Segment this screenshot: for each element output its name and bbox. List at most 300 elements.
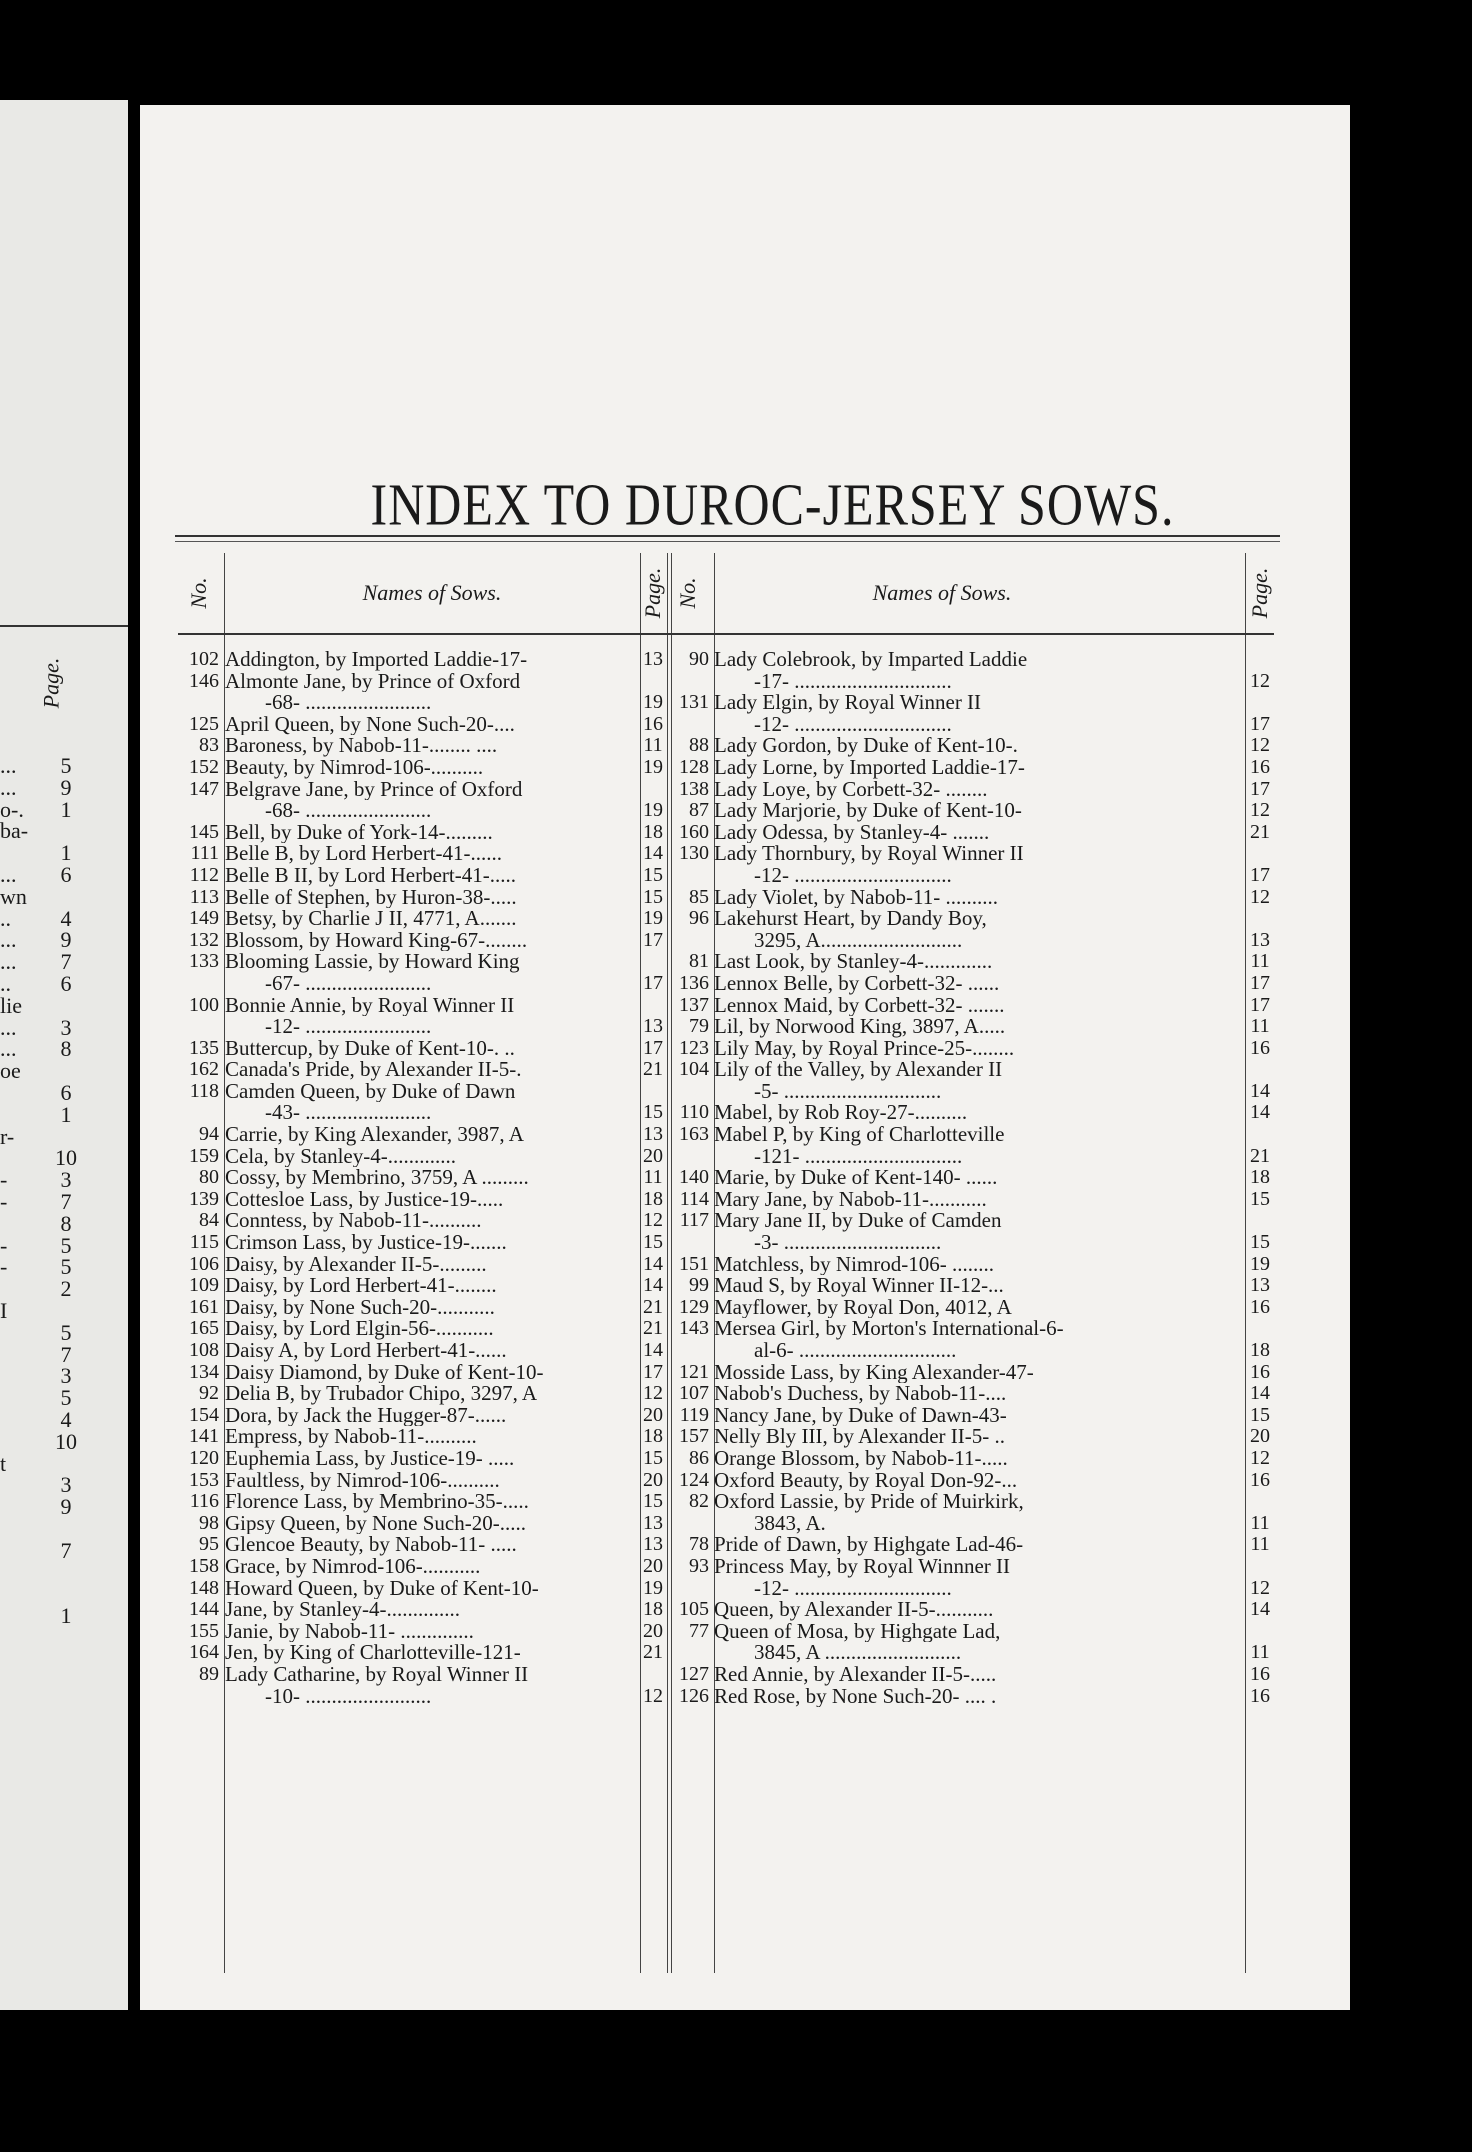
entry-number: 78 bbox=[689, 1533, 709, 1556]
entry-name: Mabel, by Rob Roy-27-.......... bbox=[714, 1102, 968, 1125]
entry-number: 110 bbox=[679, 1101, 709, 1124]
entry-number: 128 bbox=[679, 755, 709, 778]
index-entry bbox=[178, 1362, 708, 1384]
adjacent-page-row bbox=[0, 755, 128, 777]
entry-name: 3845, A .......................... bbox=[754, 1642, 962, 1664]
entry-name: 3843, A. bbox=[754, 1512, 826, 1535]
adjacent-page-number: 3 bbox=[60, 1363, 72, 1389]
entry-page: 13 bbox=[643, 1015, 663, 1038]
index-column-left bbox=[178, 553, 708, 1707]
index-entry bbox=[668, 1254, 1274, 1276]
entry-number: 94 bbox=[199, 1123, 219, 1146]
adjacent-text-fragment: oe bbox=[0, 1060, 21, 1082]
entry-number: 115 bbox=[189, 1231, 219, 1254]
index-entry bbox=[178, 1189, 708, 1211]
entry-name: Jen, by King of Charlotteville-121- bbox=[225, 1642, 521, 1664]
entry-number: 159 bbox=[189, 1144, 219, 1167]
entry-number: 117 bbox=[679, 1209, 709, 1232]
entry-name: Betsy, by Charlie J II, 4771, A....... bbox=[225, 908, 517, 930]
entry-name: Cela, by Stanley-4-............. bbox=[225, 1145, 456, 1168]
index-entry bbox=[178, 1664, 708, 1686]
entry-name: April Queen, by None Such-20-.... bbox=[225, 713, 515, 736]
index-entry bbox=[178, 1405, 708, 1427]
adjacent-page-rows bbox=[0, 755, 128, 1627]
adjacent-text-fragment: ... bbox=[0, 1016, 17, 1039]
index-entry bbox=[668, 1664, 1274, 1686]
entry-page: 18 bbox=[1250, 1339, 1270, 1361]
entry-page: 14 bbox=[1250, 1079, 1270, 1102]
adjacent-page-number: 5 bbox=[60, 1232, 72, 1258]
entry-page: 15 bbox=[1250, 1231, 1270, 1254]
entry-number: 120 bbox=[189, 1446, 219, 1469]
entry-number: 138 bbox=[679, 777, 709, 800]
entry-number: 149 bbox=[189, 907, 219, 930]
adjacent-page-row bbox=[0, 774, 128, 800]
entry-name: 3295, A........................... bbox=[754, 929, 963, 952]
entry-number: 79 bbox=[689, 1015, 709, 1038]
index-entry bbox=[178, 1578, 708, 1600]
adjacent-text-fragment: ba- bbox=[0, 820, 29, 843]
entry-number: 124 bbox=[679, 1468, 709, 1491]
entry-number: 106 bbox=[189, 1252, 219, 1275]
entry-name: Lady Marjorie, by Duke of Kent-10- bbox=[714, 800, 1022, 822]
index-entry bbox=[668, 1232, 1274, 1254]
index-entry bbox=[668, 1146, 1274, 1168]
entry-name: Nelly Bly III, by Alexander II-5- .. bbox=[714, 1426, 1005, 1448]
adjacent-page-row bbox=[0, 861, 128, 887]
entry-page: 14 bbox=[1250, 1598, 1270, 1621]
adjacent-page-number: 6 bbox=[60, 970, 72, 996]
entry-name: Lennox Belle, by Corbett-32- ...... bbox=[714, 972, 1000, 995]
adjacent-page-row bbox=[0, 1387, 128, 1409]
index-entry bbox=[668, 671, 1274, 693]
adjacent-page-number: 5 bbox=[60, 1319, 72, 1345]
index-entry bbox=[668, 714, 1274, 736]
entry-page: 21 bbox=[1250, 820, 1270, 843]
entry-page: 20 bbox=[643, 1403, 663, 1426]
entry-name: Mersea Girl, by Morton's International-6- bbox=[714, 1318, 1064, 1340]
entry-name: Belgrave Jane, by Prince of Oxford bbox=[225, 778, 523, 801]
adjacent-text-fragment: o-. bbox=[0, 798, 24, 821]
title-rule bbox=[175, 541, 1280, 542]
entry-page: 18 bbox=[1250, 1166, 1270, 1189]
entry-name: Daisy, by Lord Herbert-41-........ bbox=[225, 1275, 497, 1297]
adjacent-page-number: 1 bbox=[60, 840, 72, 866]
index-entry bbox=[178, 735, 708, 757]
entry-number: 151 bbox=[679, 1252, 709, 1275]
adjacent-page-row bbox=[0, 970, 128, 996]
entry-number: 77 bbox=[689, 1619, 709, 1642]
adjacent-page-number: 8 bbox=[60, 1210, 72, 1236]
entry-page: 11 bbox=[1250, 1015, 1270, 1038]
entry-name: Lil, by Norwood King, 3897, A..... bbox=[714, 1016, 1006, 1038]
index-entry bbox=[178, 887, 708, 909]
entry-number: 109 bbox=[189, 1274, 219, 1297]
entry-name: Addington, by Imported Laddie-17- bbox=[225, 649, 528, 671]
entry-number: 82 bbox=[689, 1490, 709, 1513]
header-number bbox=[668, 553, 708, 633]
entry-name: Dora, by Jack the Hugger-87-...... bbox=[225, 1404, 507, 1427]
entry-page: 16 bbox=[1250, 755, 1270, 778]
index-entry bbox=[668, 995, 1274, 1017]
entry-name: Janie, by Nabob-11- .............. bbox=[225, 1620, 474, 1643]
adjacent-page-row bbox=[0, 1126, 128, 1148]
adjacent-page-row bbox=[0, 796, 128, 822]
adjacent-page-number: 4 bbox=[60, 1406, 72, 1432]
adjacent-page-number: 1 bbox=[60, 1101, 72, 1127]
entry-number: 102 bbox=[189, 648, 219, 670]
index-entry bbox=[668, 649, 1274, 671]
index-entry bbox=[178, 1275, 708, 1297]
entry-name: Conntess, by Nabob-11-.......... bbox=[225, 1210, 482, 1233]
entry-name: al-6- .............................. bbox=[754, 1340, 957, 1362]
index-entry bbox=[178, 800, 708, 822]
entry-name: Lady Loye, by Corbett-32- ........ bbox=[714, 778, 988, 801]
entry-number: 163 bbox=[679, 1123, 709, 1146]
header-page-text: Page. bbox=[640, 567, 665, 619]
entry-number: 87 bbox=[689, 799, 709, 822]
header-page bbox=[1246, 553, 1274, 633]
entry-number: 81 bbox=[689, 950, 709, 973]
header-number-text: No. bbox=[675, 577, 700, 609]
entry-number: 130 bbox=[679, 842, 709, 865]
entry-page: 18 bbox=[643, 820, 663, 843]
entry-name: Pride of Dawn, by Highgate Lad-46- bbox=[714, 1534, 1024, 1556]
index-entry bbox=[668, 1470, 1274, 1492]
adjacent-page-row bbox=[0, 1147, 128, 1169]
entry-name: -67- ........................ bbox=[265, 972, 432, 995]
entry-page: 20 bbox=[643, 1144, 663, 1167]
index-entry bbox=[178, 714, 708, 736]
entry-name: Blossom, by Howard King-67-........ bbox=[225, 929, 528, 952]
adjacent-page-row bbox=[0, 995, 128, 1017]
index-entry bbox=[178, 1254, 708, 1276]
entry-name: Grace, by Nimrod-106-........... bbox=[225, 1555, 481, 1578]
index-entry bbox=[178, 908, 708, 930]
entry-number: 83 bbox=[199, 734, 219, 757]
entry-page: 17 bbox=[1250, 777, 1270, 800]
index-entry bbox=[668, 1556, 1274, 1578]
entry-page: 14 bbox=[1250, 1382, 1270, 1405]
entry-number: 99 bbox=[689, 1274, 709, 1297]
index-entry bbox=[178, 1599, 708, 1621]
index-entry bbox=[668, 735, 1274, 757]
index-entry bbox=[178, 1167, 708, 1189]
adjacent-page-number: 10 bbox=[55, 1145, 77, 1171]
entry-number: 161 bbox=[189, 1295, 219, 1318]
index-entry bbox=[178, 865, 708, 887]
entry-name: Daisy, by Lord Elgin-56-........... bbox=[225, 1318, 494, 1340]
entry-name: Queen, by Alexander II-5-........... bbox=[714, 1599, 994, 1621]
entry-name: Last Look, by Stanley-4-............. bbox=[714, 951, 993, 973]
adjacent-page-row bbox=[0, 842, 128, 864]
index-entry bbox=[178, 671, 708, 693]
entry-name: Daisy, by Alexander II-5-......... bbox=[225, 1253, 487, 1276]
index-entry bbox=[178, 951, 708, 973]
adjacent-page-row bbox=[0, 1256, 128, 1278]
entry-page: 17 bbox=[643, 1360, 663, 1383]
index-entry bbox=[668, 1362, 1274, 1384]
entry-page: 15 bbox=[643, 1231, 663, 1254]
entry-number: 165 bbox=[189, 1317, 219, 1340]
entry-name: Mosside Lass, by King Alexander-47- bbox=[714, 1361, 1034, 1384]
adjacent-text-fragment: - bbox=[0, 1190, 8, 1213]
page-title: INDEX TO DUROC-JERSEY SOWS. bbox=[370, 471, 1175, 538]
entry-number: 145 bbox=[189, 820, 219, 843]
index-entry bbox=[178, 649, 708, 671]
entry-name: Empress, by Nabob-11-.......... bbox=[225, 1426, 477, 1448]
entry-name: Lady Lorne, by Imported Laddie-17- bbox=[714, 756, 1025, 779]
index-entry bbox=[668, 865, 1274, 887]
adjacent-page-column-label bbox=[38, 640, 86, 720]
entry-page: 17 bbox=[643, 928, 663, 951]
index-entry bbox=[178, 1534, 708, 1556]
adjacent-text-fragment: - bbox=[0, 1256, 8, 1279]
entry-page: 17 bbox=[1250, 971, 1270, 994]
index-entry bbox=[178, 1426, 708, 1448]
entry-page: 14 bbox=[1250, 1101, 1270, 1124]
index-rows bbox=[178, 635, 708, 1707]
entry-name: Crimson Lass, by Justice-19-....... bbox=[225, 1232, 507, 1254]
index-entry bbox=[668, 1297, 1274, 1319]
index-entry bbox=[178, 1513, 708, 1535]
entry-name: -12- ........................ bbox=[265, 1016, 432, 1038]
entry-number: 140 bbox=[679, 1166, 709, 1189]
adjacent-page-number: 3 bbox=[60, 1472, 72, 1498]
index-entry bbox=[668, 1189, 1274, 1211]
entry-number: 84 bbox=[199, 1209, 219, 1232]
index-entry bbox=[668, 951, 1274, 973]
entry-name: Matchless, by Nimrod-106- ........ bbox=[714, 1253, 994, 1276]
index-entry bbox=[178, 973, 708, 995]
entry-number: 154 bbox=[189, 1403, 219, 1426]
entry-name: Almonte Jane, by Prince of Oxford bbox=[225, 670, 521, 693]
column-header bbox=[178, 553, 708, 635]
entry-name: Orange Blossom, by Nabob-11-..... bbox=[714, 1447, 1008, 1470]
entry-name: -5- .............................. bbox=[754, 1080, 942, 1103]
entry-page: 15 bbox=[1250, 1187, 1270, 1210]
entry-page: 16 bbox=[1250, 1684, 1270, 1707]
entry-number: 88 bbox=[689, 734, 709, 757]
index-entry bbox=[668, 1534, 1274, 1556]
adjacent-page-row bbox=[0, 1428, 128, 1454]
index-entry bbox=[178, 1059, 708, 1081]
entry-name: Faultless, by Nimrod-106-.......... bbox=[225, 1469, 500, 1492]
index-entry bbox=[178, 1232, 708, 1254]
entry-page: 20 bbox=[643, 1468, 663, 1491]
entry-name: -68- ........................ bbox=[265, 800, 432, 822]
entry-page: 13 bbox=[643, 1533, 663, 1556]
entry-name: Delia B, by Trubador Chipo, 3297, A bbox=[225, 1383, 538, 1405]
index-entry bbox=[178, 1470, 708, 1492]
entry-name: -12- .............................. bbox=[754, 864, 952, 887]
entry-page: 17 bbox=[1250, 993, 1270, 1016]
entry-name: Mary Jane, by Nabob-11-........... bbox=[714, 1188, 987, 1211]
entry-name: Canada's Pride, by Alexander II-5-. bbox=[225, 1059, 522, 1081]
entry-number: 104 bbox=[679, 1058, 709, 1081]
entry-number: 134 bbox=[189, 1360, 219, 1383]
entry-page: 11 bbox=[643, 734, 663, 757]
entry-name: -43- ........................ bbox=[265, 1102, 432, 1125]
index-entry bbox=[178, 1491, 708, 1513]
entry-name: -17- .............................. bbox=[754, 670, 952, 693]
entry-number: 127 bbox=[679, 1662, 709, 1685]
adjacent-page-number: 7 bbox=[60, 1188, 72, 1214]
adjacent-text-fragment: ... bbox=[0, 1038, 17, 1061]
entry-number: 144 bbox=[189, 1598, 219, 1621]
entry-page: 18 bbox=[643, 1187, 663, 1210]
adjacent-page-row bbox=[0, 1406, 128, 1432]
adjacent-page-row bbox=[0, 820, 128, 842]
adjacent-page-number: 4 bbox=[60, 905, 72, 931]
index-entry bbox=[668, 1038, 1274, 1060]
entry-name: Daisy A, by Lord Herbert-41-...... bbox=[225, 1340, 507, 1362]
entry-number: 133 bbox=[189, 950, 219, 973]
index-entry bbox=[178, 1556, 708, 1578]
adjacent-text-fragment: ... bbox=[0, 929, 17, 952]
adjacent-text-fragment: r- bbox=[0, 1125, 15, 1148]
adjacent-text-fragment: ... bbox=[0, 951, 17, 973]
entry-number: 162 bbox=[189, 1058, 219, 1081]
adjacent-page-row bbox=[0, 1319, 128, 1345]
entry-page: 21 bbox=[643, 1641, 663, 1664]
entry-page: 17 bbox=[1250, 863, 1270, 886]
adjacent-page-number: 9 bbox=[60, 774, 72, 800]
entry-number: 98 bbox=[199, 1511, 219, 1534]
entry-page: 16 bbox=[1250, 1036, 1270, 1059]
index-entry bbox=[668, 1621, 1274, 1643]
entry-name: Mary Jane II, by Duke of Camden bbox=[714, 1210, 1002, 1233]
entry-name: Cossy, by Membrino, 3759, A ......... bbox=[225, 1167, 529, 1189]
entry-number: 158 bbox=[189, 1554, 219, 1577]
index-entry bbox=[178, 1146, 708, 1168]
entry-name: Carrie, by King Alexander, 3987, A bbox=[225, 1124, 524, 1146]
index-entry bbox=[668, 1275, 1274, 1297]
entry-page: 15 bbox=[643, 1446, 663, 1469]
entry-page: 20 bbox=[643, 1619, 663, 1642]
index-entry bbox=[668, 1210, 1274, 1232]
entry-number: 126 bbox=[679, 1684, 709, 1707]
entry-page: 14 bbox=[643, 1339, 663, 1361]
entry-name: Lady Violet, by Nabob-11- .......... bbox=[714, 886, 998, 909]
entry-name: Blooming Lassie, by Howard King bbox=[225, 951, 520, 973]
entry-page: 18 bbox=[643, 1598, 663, 1621]
adjacent-page-row bbox=[0, 1038, 128, 1060]
entry-page: 11 bbox=[1250, 950, 1270, 973]
entry-name: Princess May, by Royal Winnner II bbox=[714, 1555, 1011, 1578]
entry-number: 90 bbox=[689, 648, 709, 670]
entry-page: 13 bbox=[643, 1511, 663, 1534]
adjacent-page-row bbox=[0, 1278, 128, 1300]
entry-page: 19 bbox=[643, 755, 663, 778]
entry-number: 116 bbox=[189, 1490, 219, 1513]
entry-name: Daisy Diamond, by Duke of Kent-10- bbox=[225, 1361, 544, 1384]
entry-page: 15 bbox=[643, 863, 663, 886]
entry-name: Beauty, by Nimrod-106-.......... bbox=[225, 756, 484, 779]
index-entry bbox=[178, 1102, 708, 1124]
entry-number: 93 bbox=[689, 1554, 709, 1577]
adjacent-page-number: 10 bbox=[55, 1428, 77, 1454]
index-entry bbox=[178, 1210, 708, 1232]
entry-number: 100 bbox=[189, 993, 219, 1016]
entry-name: Buttercup, by Duke of Kent-10-. .. bbox=[225, 1037, 515, 1060]
entry-page: 20 bbox=[1250, 1425, 1270, 1448]
adjacent-page-row bbox=[0, 1518, 128, 1540]
adjacent-page-row bbox=[0, 1079, 128, 1105]
entry-name: Nabob's Duchess, by Nabob-11-.... bbox=[714, 1383, 1007, 1405]
entry-page: 11 bbox=[1250, 1511, 1270, 1534]
index-entry bbox=[178, 1297, 708, 1319]
entry-name: Red Rose, by None Such-20- .... . bbox=[714, 1685, 997, 1708]
entry-page: 12 bbox=[643, 1382, 663, 1405]
index-entry bbox=[668, 887, 1274, 909]
adjacent-page-number: 5 bbox=[60, 1254, 72, 1280]
index-entry bbox=[178, 757, 708, 779]
title-rule bbox=[175, 535, 1280, 537]
adjacent-text-fragment: lie bbox=[0, 994, 22, 1017]
entry-name: Mabel P, by King of Charlotteville bbox=[714, 1124, 1005, 1146]
entry-name: Lady Elgin, by Royal Winner II bbox=[714, 692, 982, 714]
adjacent-text-fragment: ... bbox=[0, 863, 17, 886]
entry-name: -3- .............................. bbox=[754, 1232, 942, 1254]
adjacent-page-row bbox=[0, 1605, 128, 1627]
adjacent-page-number: 7 bbox=[60, 1341, 72, 1367]
entry-name: Lady Catharine, by Royal Winner II bbox=[225, 1663, 529, 1686]
index-entry bbox=[668, 1599, 1274, 1621]
entry-name: Queen of Mosa, by Highgate Lad, bbox=[714, 1620, 1001, 1643]
entry-page: 17 bbox=[1250, 712, 1270, 735]
index-entry bbox=[178, 1318, 708, 1340]
index-entry bbox=[178, 1340, 708, 1362]
index-entry bbox=[178, 1621, 708, 1643]
index-entry bbox=[668, 1513, 1274, 1535]
index-entry bbox=[668, 757, 1274, 779]
entry-name: Belle of Stephen, by Huron-38-..... bbox=[225, 886, 517, 909]
adjacent-page-row bbox=[0, 1014, 128, 1040]
entry-page: 15 bbox=[643, 885, 663, 908]
entry-page: 20 bbox=[643, 1554, 663, 1577]
adjacent-page-row bbox=[0, 905, 128, 931]
entry-page: 15 bbox=[643, 1101, 663, 1124]
entry-name: -12- .............................. bbox=[754, 1577, 952, 1600]
entry-name: Florence Lass, by Membrino-35-..... bbox=[225, 1491, 529, 1513]
entry-name: Lady Colebrook, by Imparted Laddie bbox=[714, 649, 1028, 671]
adjacent-page-number: 9 bbox=[60, 927, 72, 953]
entry-name: Bonnie Annie, by Royal Winner II bbox=[225, 994, 515, 1017]
entry-number: 89 bbox=[199, 1662, 219, 1685]
entry-name: -68- ........................ bbox=[265, 692, 432, 714]
entry-page: 16 bbox=[643, 712, 663, 735]
entry-number: 147 bbox=[189, 777, 219, 800]
index-entry bbox=[178, 822, 708, 844]
entry-number: 139 bbox=[189, 1187, 219, 1210]
entry-number: 146 bbox=[189, 669, 219, 692]
index-entry bbox=[668, 1405, 1274, 1427]
adjacent-page-row bbox=[0, 951, 128, 973]
entry-page: 17 bbox=[643, 971, 663, 994]
entry-page: 17 bbox=[643, 1036, 663, 1059]
adjacent-text-fragment: ... bbox=[0, 776, 17, 799]
adjacent-text-fragment: - bbox=[0, 1169, 8, 1191]
adjacent-page-number: 3 bbox=[60, 1167, 72, 1193]
adjacent-page-strip bbox=[0, 100, 128, 2010]
entry-number: 96 bbox=[689, 907, 709, 930]
entry-number: 132 bbox=[189, 928, 219, 951]
adjacent-text-fragment: I bbox=[0, 1299, 8, 1322]
entry-number: 136 bbox=[679, 971, 709, 994]
adjacent-page-row bbox=[0, 1365, 128, 1387]
adjacent-page-header-rule bbox=[0, 625, 128, 627]
